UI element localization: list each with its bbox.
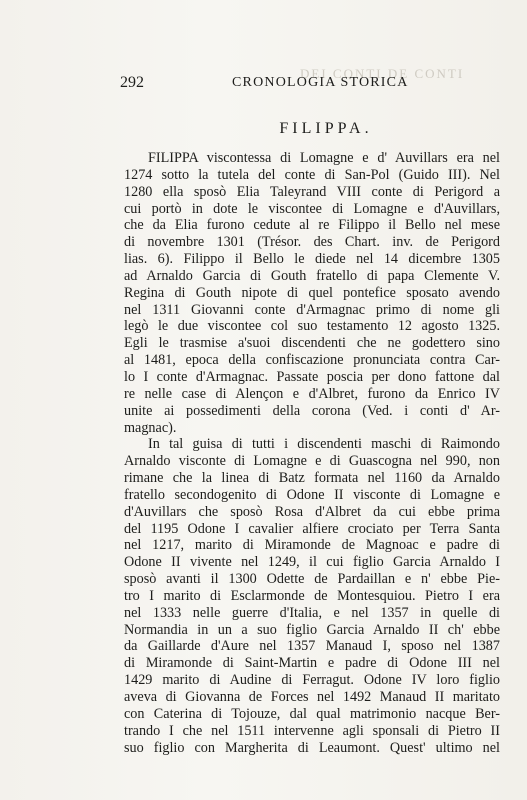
text-line: di novembre 1301 (Trésor. des Chart. inv. de Perigord [124,234,500,251]
text-line: nel 1217, marito di Miramonde de Magnoac e padre di [124,537,500,554]
text-line: Regina di Gouth nipote di quel pontefice sposato avendo [124,284,500,301]
body-text [124,150,500,756]
text-line: 1274 sotto la tutela del conte di San-Pol (Guido III). Nel [124,166,500,183]
text-line: nel 1333 nelle guerre d'Italia, e nel 1357 in quelle di [124,604,500,621]
text-line: unite ai possedimenti della corona (Ved. i conti d' Ar- [124,402,500,419]
bleed-through-text: DEI CONTI DE CONTI [300,66,465,81]
text-line: del 1195 Odone I cavalier alfiere crociato per Terra Santa [124,520,500,537]
text-line: tro I marito di Esclarmonde de Montesquiou. Pietro I era [124,587,500,604]
text-line: con Caterina di Tojouze, dal qual matrimonio nacque Ber- [124,705,500,722]
text-line: trando I che nel 1511 intervenne agli sponsali di Pietro II [124,722,500,739]
text-line: 1429 marito di Audine di Ferragut. Odone IV loro figlio [124,672,500,689]
text-line: lo I conte d'Armagnac. Passate poscia per dono fattone dal [124,368,500,385]
page-number: 292 [120,74,144,91]
text-line: d'Auvillars che sposò Rosa d'Albret da cui ebbe prima [124,503,500,520]
text-line: Normandia in un a suo figlio Garcia Arnaldo II ch' ebbe [124,621,500,638]
text-line: rimane che la linea di Batz formata nel 1160 da Arnaldo [124,470,500,487]
text-line: da Gaillarde d'Aure nel 1357 Manaud I, sposo nel 1387 [124,638,500,655]
text-line: In tal guisa di tutti i discendenti maschi di Raimondo [148,436,500,453]
text-line: lias. 6). Filippo il Bello le diede nel 14 dicembre 1305 [124,251,500,268]
text-line: cui portò in dote le viscontee di Lomagne e d'Auvillars, [124,200,500,217]
text-line: re nelle case di Alençon e d'Albret, furono da Enrico IV [124,385,500,402]
page-header [120,74,500,92]
text-line: Arnaldo visconte di Lomagne e di Guascogna nel 990, non [124,453,500,470]
text-line: al 1481, epoca della confiscazione pronunciata contra Car- [124,352,500,369]
text-line: magnac). [124,419,177,436]
text-line: suo figlio con Margherita di Leaumont. Quest' ultimo nel [124,739,500,756]
text-line: che da Elia furono cedute al re Filippo il Bello nel mese [124,217,500,234]
text-line: FILIPPA viscontessa di Lomagne e d' Auvillars era nel [148,150,500,166]
text-line: Egli le trasmise a'suoi discendenti che ne godettero sino [124,335,500,352]
section-title: FILIPPA. [279,120,373,137]
text-line: aveva di Giovanna de Forces nel 1492 Manaud II maritato [124,689,500,705]
text-line: nel 1311 Giovanni conte d'Armagnac primo di nome gli [124,301,500,318]
text-line: sposò avanti il 1300 Odette de Pardaillan e n' ebbe Pie- [124,571,500,588]
text-line: di Miramonde di Saint-Martin e padre di Odone III nel [124,655,500,672]
text-line: ad Arnaldo Garcia di Gouth fratello di papa Clemente V. [124,267,500,284]
text-line: 1280 ella sposò Elia Taleyrand VIII conte di Perigord a [124,183,500,200]
text-line: legò le due viscontee col suo testamento 12 agosto 1325. [124,318,500,335]
running-title: CRONOLOGIA STORICA [232,75,409,90]
text-line: Odone II vivente nel 1249, il cui figlio Garcia Arnaldo I [124,554,500,571]
text-line: fratello secondogenito di Odone II visconte di Lomagne e [124,486,500,503]
